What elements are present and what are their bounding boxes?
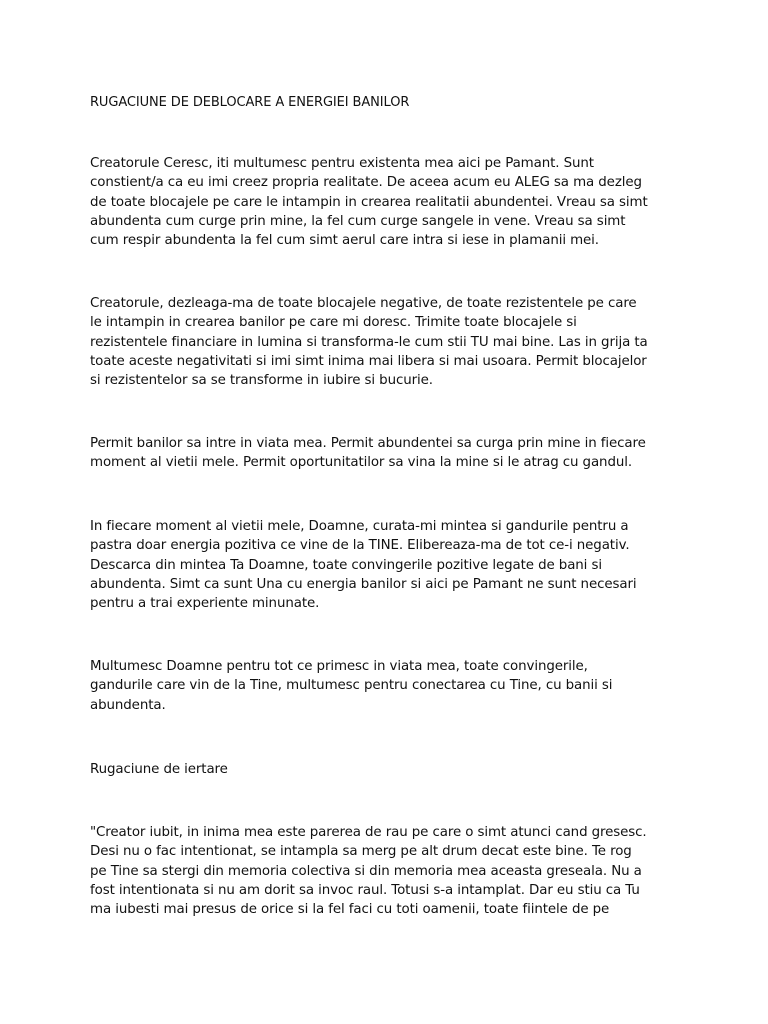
paragraph-line: "Creator iubit, in inima mea este parerea de rau pe care o simt atunci cand gresesc. (90, 825, 647, 840)
paragraph-line: moment al vietii mele. Permit oportunitatilor sa vina la mine si le atrag cu gandul. (90, 455, 633, 471)
paragraph-line: gandurile care vin de la Tine, multumesc pentru conectarea cu Tine, cu banii si (90, 678, 613, 694)
paragraph-1 (90, 154, 648, 250)
paragraph-line: In fiecare moment al vietii mele, Doamne, curata-mi mintea si gandurile pentru a (90, 519, 629, 534)
section-subtitle: Rugaciune de iertare (90, 762, 228, 777)
paragraph-line: pe Tine sa stergi din memoria colectiva si din memoria mea aceasta greseala. Nu a (90, 863, 642, 879)
paragraph-5 (90, 657, 612, 715)
paragraph-line: Creatorule Ceresc, iti multumesc pentru existenta mea aici pe Pamant. Sunt (90, 156, 594, 171)
paragraph-line: Multumesc Doamne pentru tot ce primesc in viata mea, toate convingerile, (90, 659, 588, 674)
paragraph-line: cum respir abundenta la fel cum simt aerul care intra si iese in plamanii mei. (90, 233, 599, 249)
paragraph-line: abundenta. (90, 697, 166, 713)
paragraph-line: fost intentionata si nu am dorit sa invoc raul. Totusi s-a intamplat. Dar eu stiu ca Tu (90, 882, 640, 898)
paragraph-line: constient/a ca eu imi creez propria realitate. De aceea acum eu ALEG sa ma dezleg (90, 175, 642, 191)
document-title: RUGACIUNE DE DEBLOCARE A ENERGIEI BANILOR (90, 95, 410, 110)
paragraph-line: le intampin in crearea banilor pe care mi doresc. Trimite toate blocajele si (90, 315, 577, 331)
paragraph-line: si rezistentelor sa se transforme in iubire si bucurie. (90, 373, 433, 389)
paragraph-2 (90, 294, 648, 390)
paragraph-line: pentru a trai experiente minunate. (90, 596, 320, 612)
paragraph-final (90, 823, 647, 919)
paragraph-line: abundenta cum curge prin mine, la fel cum curge sangele in vene. Vreau sa simt (90, 213, 626, 229)
paragraph-3 (90, 434, 646, 473)
paragraph-line: ma iubesti mai presus de orice si la fel faci cu toti oamenii, toate fiintele de pe (90, 902, 610, 918)
paragraph-line: abundenta. Simt ca sunt Una cu energia banilor si aici pe Pamant ne sunt necesari (90, 576, 637, 592)
paragraph-line: Desi nu o fac intentionat, se intampla sa merg pe alt drum decat este bine. Te rog (90, 844, 632, 860)
paragraph-line: Creatorule, dezleaga-ma de toate blocajele negative, de toate rezistentele pe care (90, 296, 637, 311)
paragraph-line: Permit banilor sa intre in viata mea. Permit abundentei sa curga prin mine in fiecare (90, 436, 646, 451)
paragraph-line: de toate blocajele pe care le intampin in crearea realitatii abundentei. Vreau sa simt (90, 194, 648, 210)
paragraph-line: Descarca din mintea Ta Doamne, toate convingerile pozitive legate de bani si (90, 557, 602, 573)
paragraph-line: toate aceste negativitati si imi simt inima mai libera si mai usoara. Permit blocajelor (90, 353, 647, 369)
paragraph-4 (90, 517, 637, 613)
paragraph-line: rezistentele financiare in lumina si transforma-le cum stii TU mai bine. Las in grija ta (90, 334, 648, 350)
paragraph-line: pastra doar energia pozitiva ce vine de la TINE. Elibereaza-ma de tot ce-i negativ. (90, 538, 630, 554)
